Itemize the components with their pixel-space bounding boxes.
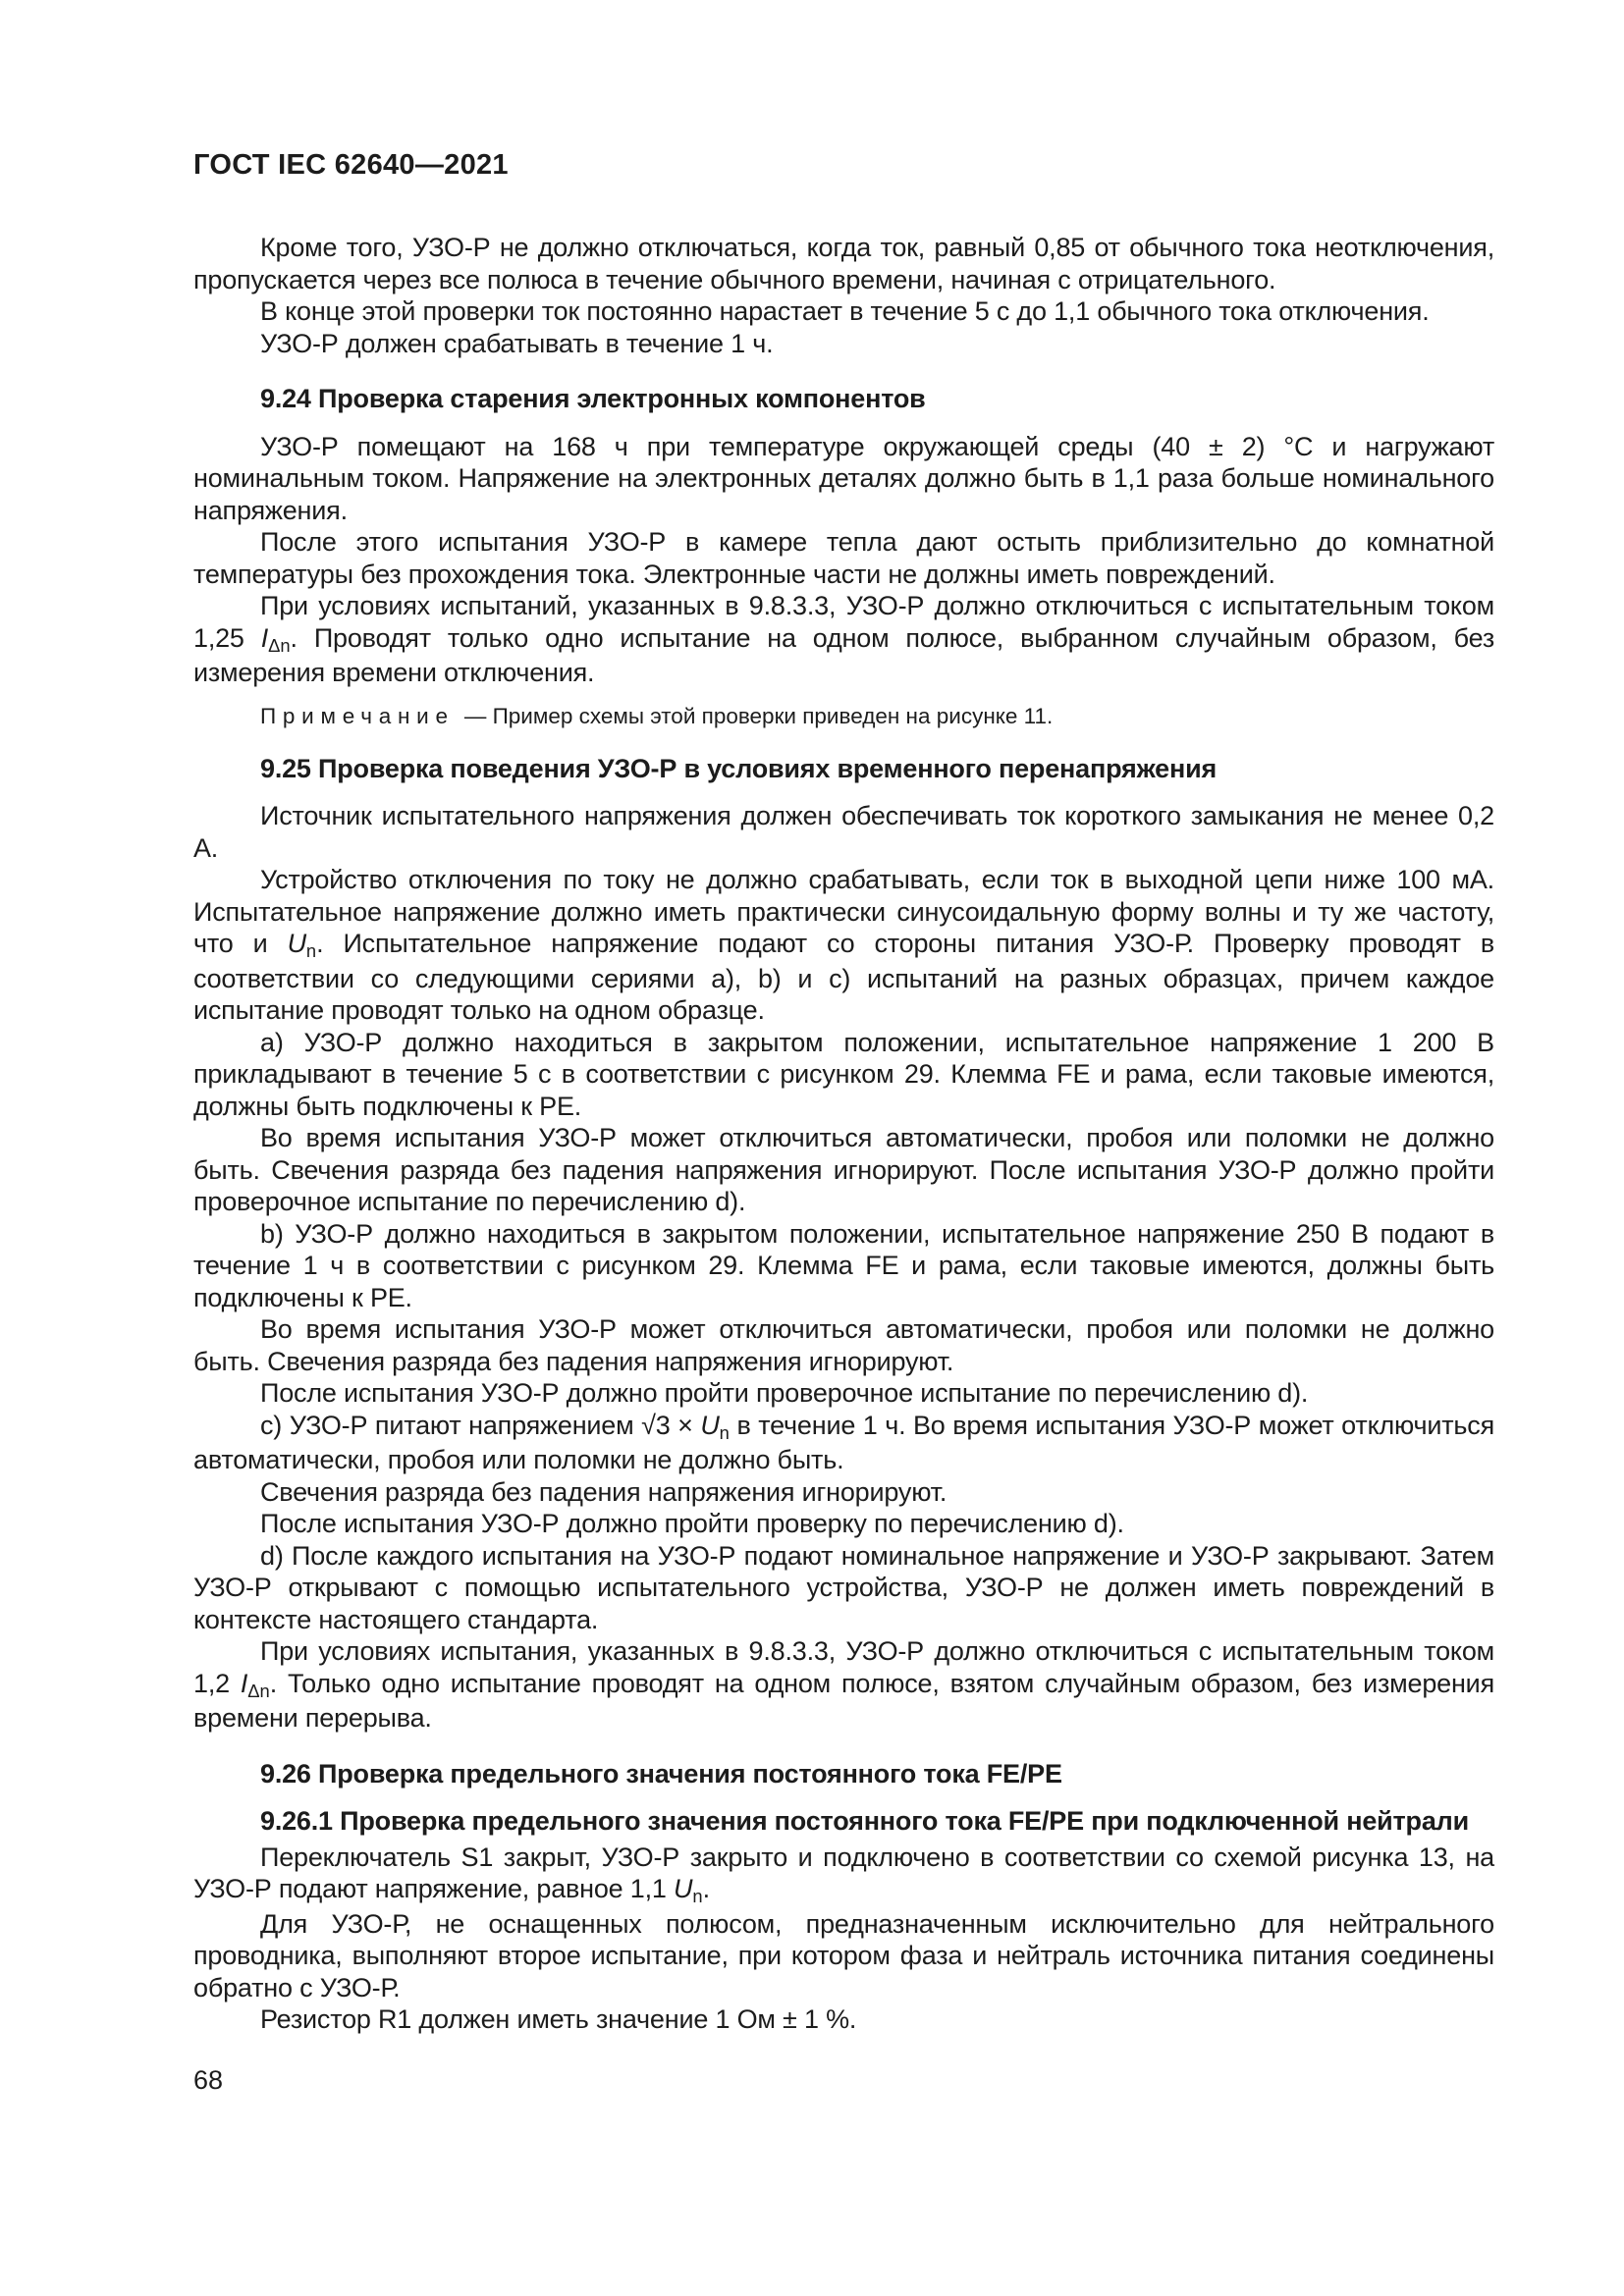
formula-italic: I — [240, 1668, 248, 1698]
text-run: — Пример схемы этой проверки приведен на рисунке 11. — [463, 703, 1054, 728]
text-run: 9.26 Проверка предельного значения постоянного тока FE/PE — [260, 1758, 1062, 1789]
text-run: Источник испытательного напряжения должен обеспечивать ток короткого замыкания не менее 0,2 А. — [193, 801, 1494, 863]
paragraph-5 — [193, 431, 1494, 527]
section-heading-9-26-1 — [193, 1805, 1494, 1838]
text-run: Свечения разряда без падения напряжения игнорируют. — [260, 1476, 947, 1507]
paragraph-17 — [193, 1410, 1494, 1476]
text-run: Для УЗО-Р, не оснащенных полюсом, предназначенным исключительно для нейтрального проводника, выполняют второе испытание, при котором фаза и нейтраль источника питания соединены обратно с УЗО-Р. — [193, 1908, 1494, 2002]
paragraph-10 — [193, 800, 1494, 864]
text-run: УЗО-Р должен срабатывать в течение 1 ч. — [260, 328, 774, 358]
paragraph-12 — [193, 1027, 1494, 1123]
text-run: . Только одно испытание проводят на одном полюсе, взятом случайным образом, без измерения времени перерыва. — [193, 1668, 1494, 1733]
text-run: . Проводят только одно испытание на одном полюсе, выбранном случайным образом, без измерения времени отключения. — [193, 622, 1495, 687]
paragraph-13 — [193, 1122, 1494, 1218]
paragraph-26 — [193, 2003, 1494, 2036]
paragraph-7 — [193, 590, 1494, 689]
text-run: УЗО-Р помещают на 168 ч при температуре окружающей среды (40 ± 2) °C и нагружают номинальным током. Напряжение на электронных деталях должно быть в 1,1 раза больше номинального напряжения. — [193, 431, 1494, 525]
text-run: в течение 1 ч. Во время испытания УЗО-Р может отключиться автоматически, пробоя или поломки не должно быть. — [193, 1410, 1494, 1474]
text-run: После этого испытания УЗО-Р в камере тепла дают остыть приблизительно до комнатной температуры без прохождения тока. Электронные части не должны иметь повреждений. — [193, 527, 1494, 589]
formula-italic: U — [287, 929, 306, 958]
text-run: b) УЗО-Р должно находиться в закрытом положении, испытательное напряжение 250 В подают в течение 1 ч в соответствии с рисунком 29. Клемма FE и рама, если таковые имеются, должны быть подключены к PE. — [193, 1218, 1494, 1312]
section-heading-9-26 — [193, 1758, 1494, 1790]
formula-sub: Δn — [268, 634, 291, 656]
text-run: Переключатель S1 закрыт, УЗО-Р закрыто и подключено в соответствии со схемой рисунка 13, на УЗО-Р подают напряжение, равное 1,1 — [193, 1842, 1494, 1903]
paragraph-21 — [193, 1635, 1494, 1735]
paragraph-15 — [193, 1313, 1494, 1377]
text-run: Во время испытания УЗО-Р может отключиться автоматически, пробоя или поломки не должно быть. Свечения разряда без падения напряжения игнорируют. — [193, 1314, 1494, 1376]
paragraph-1 — [193, 232, 1494, 295]
text-run: В конце этой проверки ток постоянно нарастает в течение 5 с до 1,1 обычного тока отключения. — [260, 296, 1430, 326]
formula-sub: Δn — [247, 1680, 270, 1701]
paragraph-6 — [193, 526, 1494, 590]
paragraph-24 — [193, 1842, 1494, 1908]
text-run: a) УЗО-Р должно находиться в закрытом положении, испытательное напряжение 1 200 В прикладывают в течение 5 с в соответствии с рисунком 29. Клемма FE и рама, если таковые имеются, должны быть подключены к PE. — [193, 1027, 1494, 1121]
paragraph-16 — [193, 1377, 1494, 1410]
text-run: Во время испытания УЗО-Р может отключиться автоматически, пробоя или поломки не должно быть. Свечения разряда без падения напряжения игнорируют. После испытания УЗО-Р должно пройти проверочное испытание по перечислению d). — [193, 1123, 1494, 1216]
text-run: Кроме того, УЗО-Р не должно отключаться, когда ток, равный 0,85 от обычного тока неотключения, пропускается через все полюса в течение обычного времени, начиная с отрицательного. — [193, 233, 1494, 294]
text-run: Резистор R1 должен иметь значение 1 Ом ± 1 %. — [260, 2004, 857, 2034]
running-head: ГОСТ IEC 62640—2021 — [193, 149, 509, 181]
page-number: 68 — [193, 2065, 224, 2095]
paragraph-11 — [193, 864, 1494, 1027]
text-run: 9.26.1 Проверка предельного значения постоянного тока FE/PE при подключенной нейтрали — [260, 1806, 1470, 1836]
note-label: Примечание — [260, 703, 455, 728]
paragraph-19 — [193, 1508, 1494, 1540]
formula-italic: I — [260, 622, 269, 653]
paragraph-14 — [193, 1218, 1494, 1314]
text-run: 9.25 Проверка поведения УЗО-Р в условиях временного перенапряжения — [260, 753, 1218, 783]
paragraph-20 — [193, 1540, 1494, 1636]
paragraph-25 — [193, 1908, 1494, 2004]
text-run: 9.24 Проверка старения электронных компонентов — [260, 384, 926, 413]
text-run: После испытания УЗО-Р должно пройти проверку по перечислению d). — [260, 1509, 1124, 1538]
document-body — [193, 232, 1494, 2036]
formula-sub: n — [305, 940, 317, 962]
paragraph-2 — [193, 295, 1494, 328]
text-run: Устройство отключения по току не должно срабатывать, если ток в выходной цепи ниже 100 мА. Испытательное напряжение должно иметь практически синусоидальную форму волны и ту же частоту, что и — [193, 865, 1494, 958]
paragraph-3 — [193, 328, 1494, 360]
text-run: . — [702, 1874, 710, 1903]
note-8 — [193, 704, 1494, 729]
formula-italic: U — [674, 1874, 693, 1903]
formula-sub: n — [692, 1886, 703, 1907]
text-run: d) После каждого испытания на УЗО-Р подают номинальное напряжение и УЗО-Р закрывают. Затем УЗО-Р открывают с помощью испытательного устройства, УЗО-Р не должен иметь повреждений в контексте настоящего стандарта. — [193, 1540, 1494, 1634]
formula-sub: n — [719, 1421, 730, 1443]
section-heading-9-24 — [193, 383, 1494, 415]
section-heading-9-25 — [193, 753, 1494, 785]
text-run: После испытания УЗО-Р должно пройти проверочное испытание по перечислению d). — [260, 1378, 1309, 1408]
text-run: При условиях испытаний, указанных в 9.8.3.3, УЗО-Р должно отключиться с испытательным током 1,25 — [193, 591, 1494, 653]
formula-italic: U — [700, 1410, 720, 1440]
text-run: При условиях испытания, указанных в 9.8.3.3, УЗО-Р должно отключиться с испытательным током 1,2 — [193, 1636, 1494, 1698]
text-run: c) УЗО-Р питают напряжением √3 × — [260, 1410, 701, 1440]
text-run: . Испытательное напряжение подают со стороны питания УЗО-Р. Проверку проводят в соответствии со следующими сериями a), b) и c) испытаний на разных образцах, причем каждое испытание проводят только на одном образце. — [193, 929, 1495, 1025]
paragraph-18 — [193, 1476, 1494, 1509]
